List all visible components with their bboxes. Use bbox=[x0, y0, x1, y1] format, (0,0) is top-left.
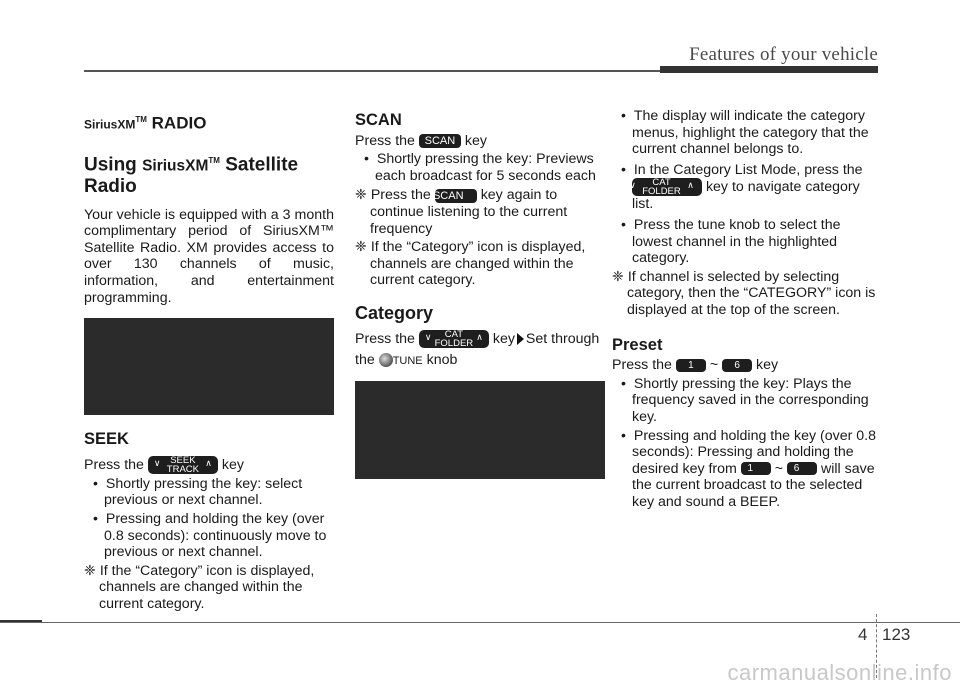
scan-bullet: • Shortly pressing the key: Previews each broadcast for 5 seconds each bbox=[364, 151, 596, 184]
tune-knob-icon bbox=[379, 353, 393, 367]
seek-heading: SEEK bbox=[84, 430, 129, 449]
preset-heading: Preset bbox=[612, 335, 663, 354]
using-heading: Using SiriusXM™ Satellite Radio bbox=[84, 154, 299, 197]
seek-note: ❈ If the “Category” icon is displayed, channels are changed within the current category. bbox=[84, 562, 315, 612]
scan-key-icon: SCAN bbox=[435, 189, 477, 203]
scan-note-2: ❈ If the “Category” icon is displayed, channels are changed within the current category. bbox=[355, 239, 586, 289]
page-number: 123 bbox=[882, 625, 911, 644]
scan-note-1: ❈ Press the SCAN key again to continue listening to the current frequency bbox=[355, 187, 568, 237]
intro-paragraph: Your vehicle is equipped with a 3 month complimentary period of SiriusXM™ Satellite Radio. XM provides access to over 130 channels of music, information, and entertainment programming. bbox=[84, 206, 334, 306]
category-note: ❈ If channel is selected by selecting category, then the “CATEGORY” icon is displayed at the top of the screen. bbox=[612, 268, 876, 318]
preset-6-key-icon: 6 bbox=[787, 462, 817, 475]
radio-heading: SiriusXM™ RADIO bbox=[84, 113, 207, 133]
cat-folder-key-icon: ∨ ∧ CAT FOLDER bbox=[419, 330, 489, 348]
column-3 bbox=[612, 108, 878, 510]
preset-1-key-icon: 1 bbox=[676, 359, 706, 372]
preset-1-key-icon: 1 bbox=[741, 462, 771, 475]
arrow-right-icon bbox=[517, 333, 524, 345]
footer-rule-accent bbox=[0, 620, 42, 622]
category-bullet-2: • In the Category List Mode, press the ∨ ∧ CAT FOLDER key to navigate category list. bbox=[621, 161, 863, 213]
radio-screen-image bbox=[84, 318, 334, 415]
seek-bullet-2: • Pressing and holding the key (over 0.8 seconds): continuously move to previous or next channel. bbox=[93, 510, 327, 561]
seek-track-key-icon: ∨ ∧ SEEK TRACK bbox=[148, 456, 218, 474]
category-bullet-1: • The display will indicate the category menus, highlight the category that the current channel belongs to. bbox=[621, 108, 869, 158]
seek-press-line: Press the ∨ ∧ SEEK TRACK key bbox=[84, 454, 244, 475]
scan-key-icon: SCAN bbox=[419, 134, 461, 148]
scan-heading: SCAN bbox=[355, 111, 402, 129]
chapter-number: 4 bbox=[858, 625, 868, 644]
preset-bullet-2: • Pressing and holding the key (over 0.8 seconds): Pressing and holding the desired key from 1 ~ 6 will save the current broadcast to the selected key and sound a BEEP. bbox=[621, 427, 876, 510]
category-bullet-3: • Press the tune knob to select the lowest channel in the highlighted category. bbox=[621, 216, 841, 267]
category-knob-line: the TUNE knob bbox=[355, 351, 458, 368]
header-title: Features of your vehicle bbox=[689, 44, 878, 65]
seek-bullet-1: • Shortly pressing the key: select previous or next channel. bbox=[93, 475, 303, 509]
column-2 bbox=[355, 108, 605, 479]
category-screen-image bbox=[355, 381, 605, 479]
category-press-line: Press the ∨ ∧ CAT FOLDER key Set through bbox=[355, 328, 600, 349]
scan-press-line: Press the SCAN key bbox=[355, 132, 487, 149]
category-heading: Category bbox=[355, 302, 434, 323]
footer-rule bbox=[0, 622, 960, 623]
cat-folder-key-icon: ∨ ∧ CAT FOLDER bbox=[632, 178, 702, 196]
preset-6-key-icon: 6 bbox=[722, 359, 752, 372]
watermark: carmanualsonline.info bbox=[727, 660, 952, 685]
preset-press-line: Press the 1 ~ 6 key bbox=[612, 357, 779, 374]
preset-bullet-1: • Shortly pressing the key: Plays the frequency saved in the corresponding key. bbox=[621, 375, 869, 425]
column-1 bbox=[84, 108, 334, 612]
header-rule-accent bbox=[660, 66, 878, 73]
